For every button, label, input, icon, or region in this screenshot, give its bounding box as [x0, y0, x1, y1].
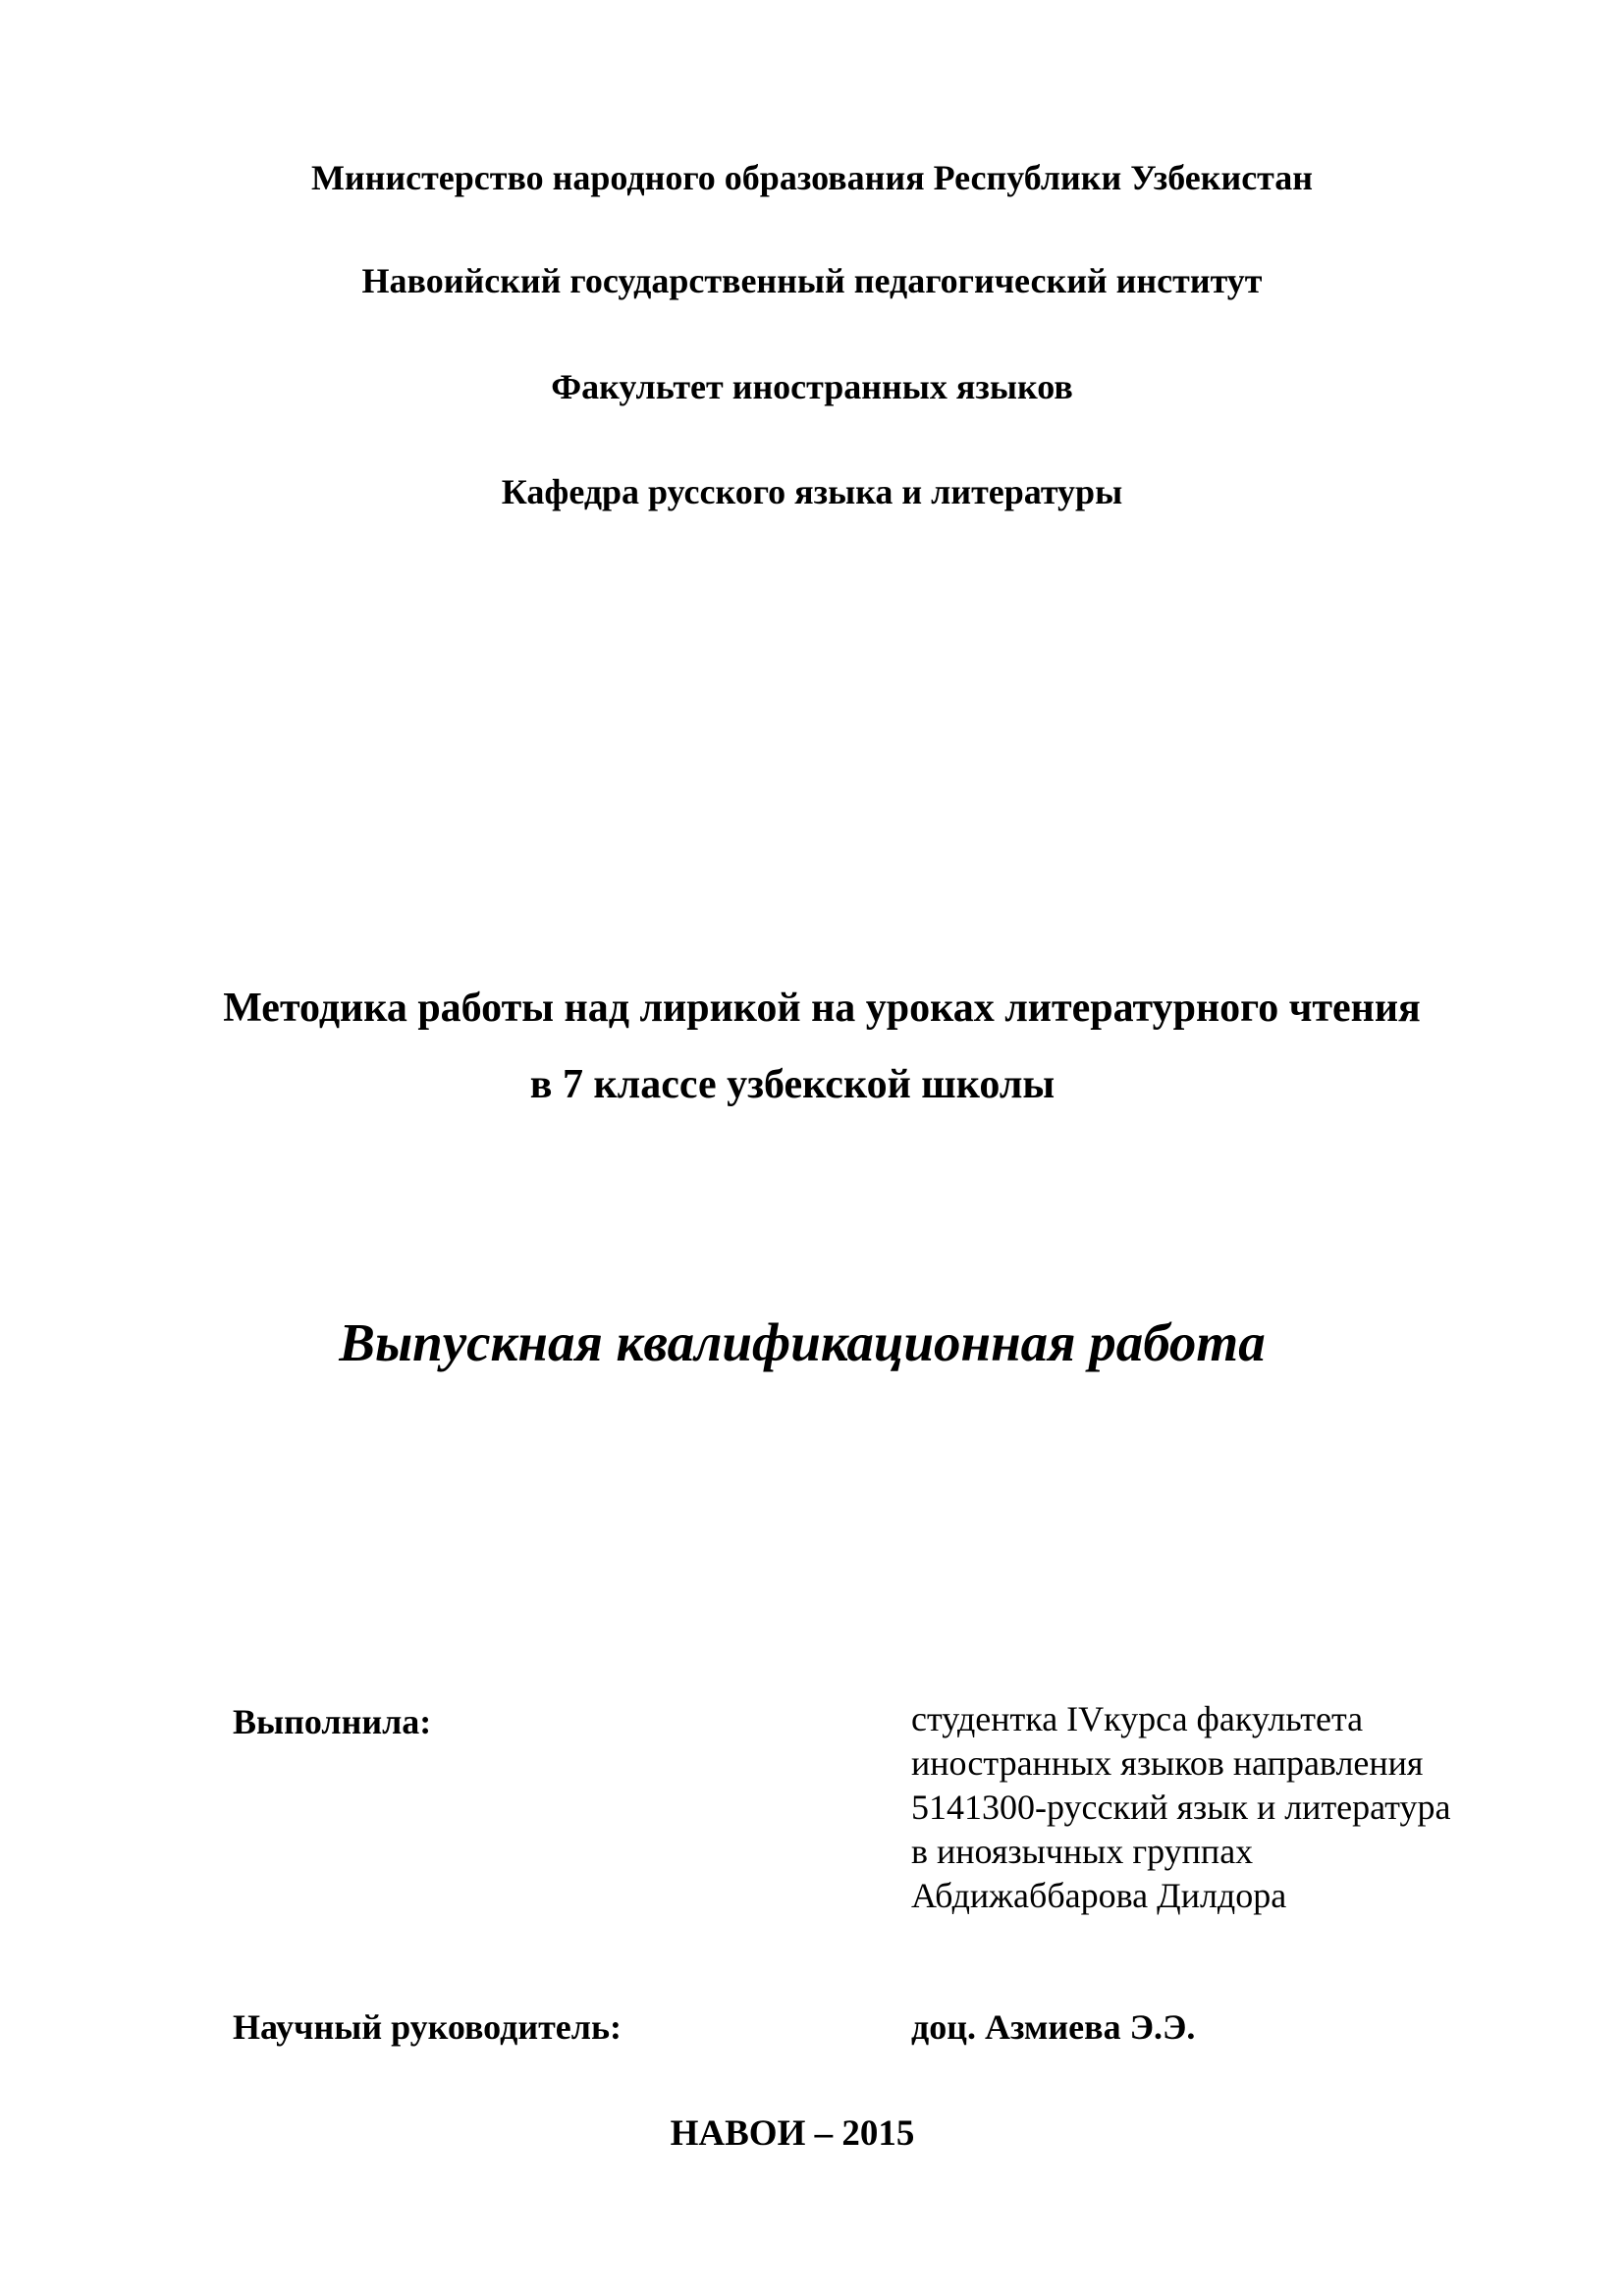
topic-title-line-1: Методика работы над лирикой на уроках литературного чтения — [223, 986, 1421, 1031]
performer-details — [911, 1697, 1450, 1918]
performer-name: Абдижаббарова Дилдора — [911, 1876, 1287, 1915]
performer-line: в иноязычных группах — [911, 1832, 1254, 1871]
performer-line: 5141300-русский язык и литература — [911, 1788, 1451, 1827]
topic-title-line-2: в 7 классе узбекской школы — [529, 1062, 1056, 1107]
ministry-heading: Министерство народного образования Республики Узбекистан — [310, 158, 1314, 197]
city-year: НАВОИ – 2015 — [670, 2113, 915, 2154]
faculty-heading: Факультет иностранных языков — [551, 367, 1073, 406]
performer-line: студентка IVкурса факультета — [911, 1699, 1364, 1738]
work-type-title: Выпускная квалификационная работа — [339, 1312, 1266, 1372]
performer-line: иностранных языков направления — [911, 1743, 1424, 1783]
institute-heading: Навоийский государственный педагогический институт — [361, 261, 1263, 300]
supervisor-name: доц. Азмиева Э.Э. — [911, 2007, 1196, 2047]
department-heading: Кафедра русского языка и литературы — [501, 472, 1123, 511]
performer-label: Выполнила: — [233, 1702, 432, 1741]
supervisor-label: Научный руководитель: — [233, 2007, 622, 2047]
